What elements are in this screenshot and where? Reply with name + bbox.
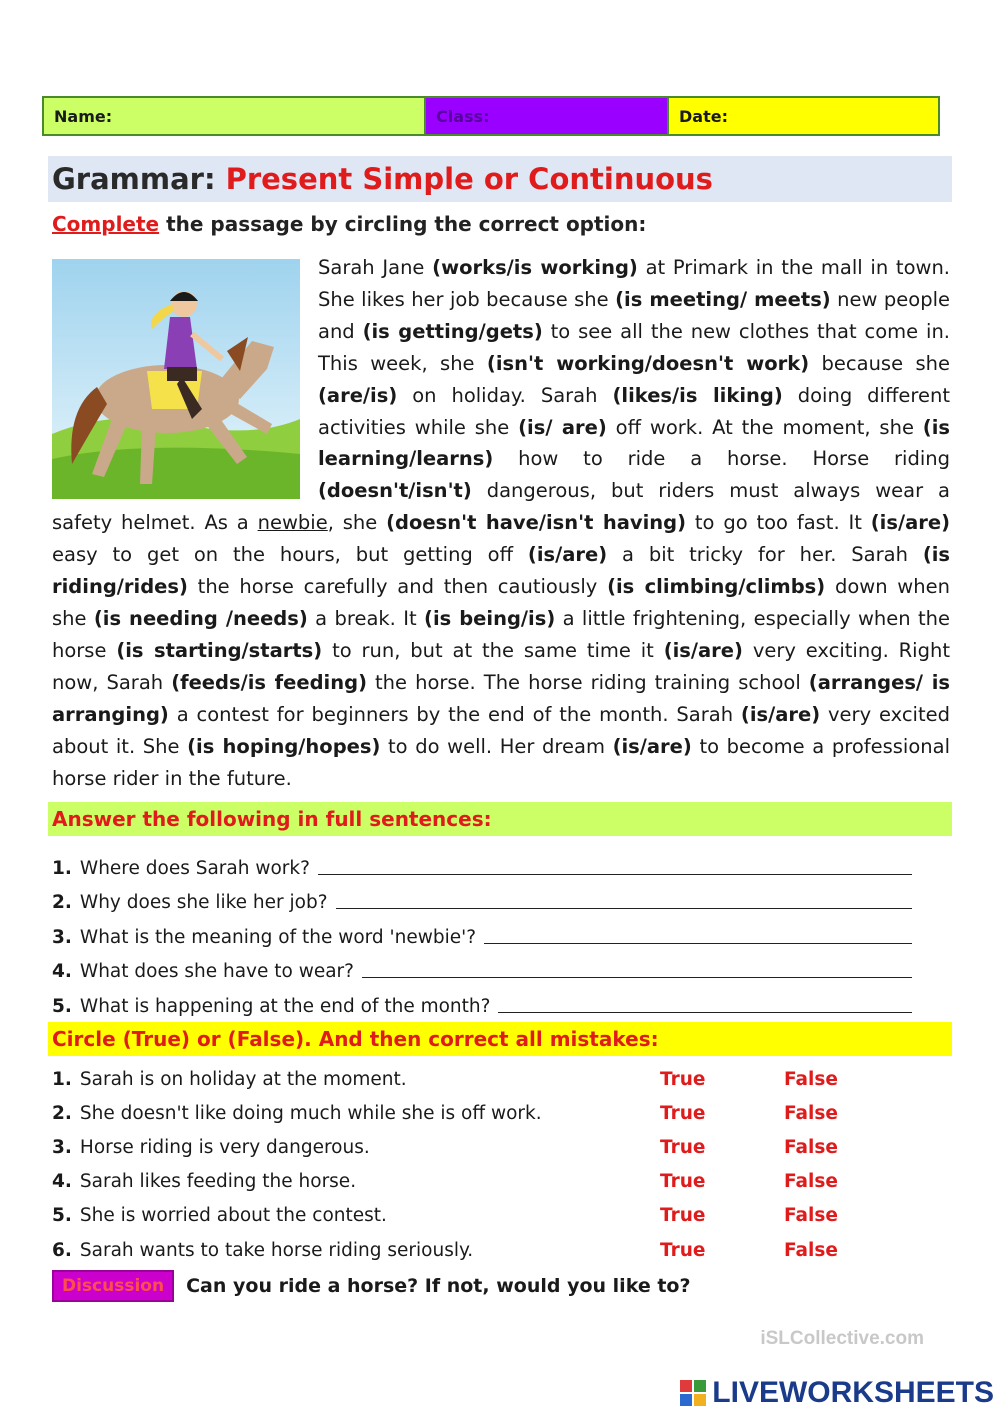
verb-option[interactable]: (is needing /needs)	[93, 606, 308, 630]
false-option[interactable]: False	[784, 1205, 838, 1227]
answer-line[interactable]	[318, 874, 912, 875]
truefalse-row	[52, 1165, 912, 1199]
statement-text: Horse riding is very dangerous.	[79, 1136, 370, 1158]
passage-instruction	[52, 212, 646, 236]
title-label: Grammar:	[52, 162, 216, 196]
truefalse-row	[52, 1062, 912, 1096]
class-label: Class:	[436, 106, 490, 126]
discussion-row	[52, 1270, 690, 1302]
verb-option[interactable]: (is/are)	[663, 638, 743, 662]
true-option[interactable]: True	[660, 1239, 706, 1261]
passage-text: the horse. The horse riding training school	[366, 670, 809, 694]
answer-line[interactable]	[484, 943, 912, 944]
verb-option[interactable]: (is starting/starts)	[116, 638, 323, 662]
underlined-word: newbie	[257, 511, 328, 535]
passage-text: to do well. Her dream	[380, 734, 613, 758]
passage-text: a contest for beginners by the end of the month. Sarah	[168, 702, 741, 726]
verb-option[interactable]: (likes/is liking)	[612, 383, 783, 407]
passage-text: a bit tricky for her. Sarah	[607, 543, 923, 567]
passage-text: new people and	[318, 287, 950, 343]
title-topic: Present Simple or Continuous	[225, 162, 713, 196]
verb-option[interactable]: (is climbing/climbs)	[607, 575, 826, 599]
passage-text: off work. At the moment, she	[606, 415, 923, 439]
answer-section-heading: Answer the following in full sentences:	[48, 802, 952, 836]
passage-text: at Primark in the mall in town. She likes her job because she	[318, 256, 951, 311]
passage-text: Sarah Jane	[318, 256, 433, 279]
question-text: Where does Sarah work?	[79, 857, 310, 879]
passage-text: the horse carefully and then cautiously	[187, 575, 608, 599]
answer-line[interactable]	[362, 977, 912, 978]
discussion-badge: Discussion	[52, 1270, 174, 1302]
question-row	[52, 913, 912, 948]
page-title	[48, 156, 952, 202]
question-row	[52, 982, 912, 1017]
truefalse-row	[52, 1199, 912, 1233]
verb-option[interactable]: (arranges/ is arranging)	[52, 670, 950, 726]
verb-option[interactable]: (is/ are)	[518, 415, 607, 439]
passage-text: how to ride a horse. Horse riding	[493, 447, 950, 471]
statement-number: 4.	[52, 1171, 72, 1193]
truefalse-row	[52, 1096, 912, 1130]
verb-option[interactable]: (is riding/rides)	[52, 543, 951, 599]
false-option[interactable]: False	[784, 1171, 838, 1193]
question-number: 1.	[52, 857, 72, 879]
statement-number: 6.	[52, 1239, 72, 1261]
question-list	[52, 844, 912, 1017]
verb-option[interactable]: (is getting/gets)	[362, 319, 543, 343]
answer-line[interactable]	[498, 1012, 912, 1013]
passage-text: , she	[327, 511, 387, 535]
instruction-text: the passage by circling the correct option:	[159, 212, 647, 236]
statement-number: 1.	[52, 1068, 72, 1090]
date-label: Date:	[679, 106, 728, 126]
verb-option[interactable]: (is/are)	[740, 702, 821, 726]
passage-text: doing different activities while she	[318, 383, 950, 439]
question-text: What does she have to wear?	[79, 961, 354, 982]
verb-option[interactable]: (is meeting/ meets)	[615, 287, 831, 311]
statement-text: Sarah likes feeding the horse.	[79, 1171, 357, 1193]
instruction-keyword: Complete	[52, 212, 160, 236]
islcollective-watermark: iSLCollective.com	[760, 1328, 924, 1349]
passage-text: down when she	[52, 575, 950, 630]
liveworksheets-logo-icon	[680, 1380, 706, 1406]
passage-text: a little frightening, especially when the horse	[52, 606, 951, 662]
date-field[interactable]	[669, 98, 938, 134]
passage-text: to go too fast. It	[686, 511, 871, 535]
discussion-question: Can you ride a horse? If not, would you like to?	[186, 1275, 691, 1297]
name-label: Name:	[54, 106, 113, 126]
verb-option[interactable]: (are/is)	[318, 383, 398, 407]
statement-number: 3.	[52, 1136, 72, 1158]
student-info-bar	[42, 96, 940, 136]
truefalse-section-heading: Circle (True) or (False). And then correct all mistakes:	[48, 1022, 952, 1056]
question-row	[52, 948, 912, 983]
verb-option[interactable]: (is hoping/hopes)	[187, 734, 381, 758]
question-row	[52, 879, 912, 914]
true-option[interactable]: True	[660, 1102, 706, 1124]
answer-line[interactable]	[336, 908, 912, 909]
question-number: 4.	[52, 961, 72, 982]
statement-number: 2.	[52, 1102, 72, 1124]
liveworksheets-brand[interactable]	[680, 1376, 994, 1410]
question-text: What is the meaning of the word 'newbie'?	[79, 926, 477, 948]
name-field[interactable]	[44, 98, 426, 134]
true-option[interactable]: True	[660, 1136, 706, 1158]
question-number: 2.	[52, 892, 72, 913]
passage-text: very exciting. Right now, Sarah	[52, 638, 950, 694]
passage-text: a break. It	[307, 606, 425, 630]
passage-text: easy to get on the hours, but getting off	[52, 543, 528, 567]
verb-option[interactable]: (works/is working)	[432, 256, 638, 279]
false-option[interactable]: False	[784, 1239, 838, 1261]
horse-rider-picture	[52, 259, 300, 499]
passage-text: because she	[809, 351, 950, 375]
false-option[interactable]: False	[784, 1068, 838, 1090]
statement-text: Sarah is on holiday at the moment.	[79, 1068, 407, 1090]
passage-text: very excited about it. She	[52, 702, 950, 758]
passage-text: to become a professional horse rider in the future.	[52, 734, 951, 790]
verb-option[interactable]: (is/are)	[527, 543, 608, 567]
class-field[interactable]	[426, 98, 669, 134]
verb-option[interactable]: (is/are)	[612, 734, 692, 758]
passage-text: to run, but at the same time it	[322, 638, 664, 662]
verb-option[interactable]: (is being/is)	[424, 606, 556, 630]
passage-text: dangerous, but riders must always wear a safety helmet. As a	[52, 479, 950, 535]
true-option[interactable]: True	[660, 1205, 706, 1227]
verb-option[interactable]: (doesn't/isn't)	[318, 479, 472, 503]
statement-number: 5.	[52, 1205, 72, 1227]
verb-option[interactable]: (isn't working/doesn't work)	[486, 351, 810, 375]
question-number: 3.	[52, 926, 72, 948]
statement-text: Sarah wants to take horse riding seriously.	[79, 1239, 474, 1261]
question-text: What is happening at the end of the month?	[79, 995, 491, 1017]
true-option[interactable]: True	[660, 1171, 706, 1193]
truefalse-list	[52, 1062, 912, 1267]
verb-option[interactable]: (doesn't have/isn't having)	[386, 511, 687, 535]
true-option[interactable]: True	[660, 1068, 706, 1090]
truefalse-row	[52, 1130, 912, 1164]
truefalse-row	[52, 1233, 912, 1267]
passage-text: on holiday. Sarah	[397, 383, 613, 407]
question-number: 5.	[52, 995, 72, 1017]
question-row	[52, 844, 912, 879]
verb-option[interactable]: (is learning/learns)	[318, 415, 950, 471]
passage-text: to see all the new clothes that come in. This week, she	[318, 319, 950, 375]
verb-option[interactable]: (feeds/is feeding)	[171, 670, 367, 694]
false-option[interactable]: False	[784, 1136, 838, 1158]
question-text: Why does she like her job?	[79, 892, 328, 913]
verb-option[interactable]: (is/are)	[870, 511, 950, 535]
statement-text: She is worried about the contest.	[79, 1205, 387, 1227]
brand-text: LIVEWORKSHEETS	[712, 1376, 994, 1409]
false-option[interactable]: False	[784, 1102, 838, 1124]
statement-text: She doesn't like doing much while she is off work.	[79, 1102, 542, 1124]
